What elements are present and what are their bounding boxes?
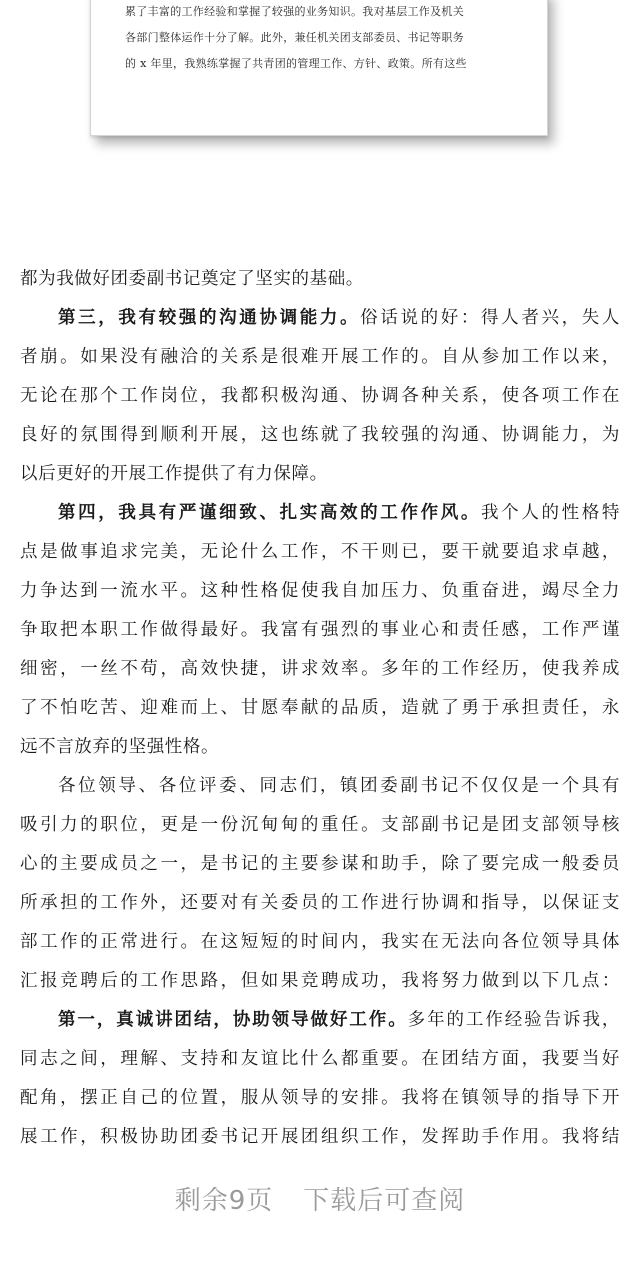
paragraph-line: 展工作，积极协助团委书记开展团组织工作，发挥助手作用。我将结 — [20, 1127, 620, 1147]
download-to-view-banner[interactable] — [0, 1180, 640, 1217]
paragraph-line: 者崩。如果没有融洽的关系是很难开展工作的。自从参加工作以来， — [20, 347, 620, 367]
paragraph-line: 吸引力的职位，更是一份沉甸甸的重任。支部副书记是团支部领导核 — [20, 815, 620, 835]
preview-text — [125, 0, 515, 77]
page-preview-card — [90, 0, 548, 136]
paragraph-first-line — [20, 1001, 620, 1040]
paragraph-heading: 第一，真诚讲团结，协助领导做好工作。 — [58, 1010, 408, 1030]
paragraph-line: 了不怕吃苦、迎难而上、甘愿奉献的品质，造就了勇于承担责任，永 — [20, 698, 620, 718]
preview-line: 的 x 年里，我熟练掌握了共青团的管理工作、方针、政策。所有这些 — [125, 57, 467, 70]
paragraph-text: 多年的工作经验告诉我， — [407, 1010, 620, 1030]
paragraph-line: 所承担的工作外，还要对有关委员的工作进行协调和指导，以保证支 — [20, 893, 620, 913]
paragraph-line: 部工作的正常进行。在这短短的时间内，我实在无法向各位领导具体 — [20, 932, 620, 952]
paragraph-line: 都为我做好团委副书记奠定了坚实的基础。 — [20, 269, 364, 289]
paragraph-line: 争取把本职工作做得最好。我富有强烈的事业心和责任感，工作严谨 — [20, 620, 620, 640]
paragraph-line: 无论在那个工作岗位，我都积极沟通、协调各种关系，使各项工作在 — [20, 386, 620, 406]
remaining-pages-label: 剩余9页 — [174, 1186, 274, 1216]
paragraph-heading: 第四，我具有严谨细致、扎实高效的工作作风。 — [58, 503, 482, 523]
paragraph-line: 同志之间，理解、支持和友谊比什么都重要。在团结方面，我要当好 — [20, 1049, 620, 1069]
paragraph-text: 我个人的性格特 — [481, 503, 620, 523]
document-body — [20, 260, 620, 1157]
paragraph-first-line — [20, 299, 620, 338]
paragraph-line: 点是做事追求完美，无论什么工作，不干则已，要干就要追求卓越， — [20, 542, 620, 562]
paragraph-line: 心的主要成员之一，是书记的主要参谋和助手，除了要完成一般委员 — [20, 854, 620, 874]
paragraph-line: 配角，摆正自己的位置，服从领导的安排。我将在镇领导的指导下开 — [20, 1088, 620, 1108]
download-prompt-label: 下载后可查阅 — [303, 1186, 466, 1216]
paragraph-first-line: 各位领导、各位评委、同志们，镇团委副书记不仅仅是一个具有 — [58, 776, 620, 796]
paragraph-line: 良好的氛围得到顺利开展，这也练就了我较强的沟通、协调能力，为 — [20, 425, 620, 445]
paragraph-line: 汇报竞聘后的工作思路，但如果竞聘成功，我将努力做到以下几点： — [20, 971, 620, 991]
paragraph-heading: 第三，我有较强的沟通协调能力。 — [58, 308, 361, 328]
paragraph-line: 力争达到一流水平。这种性格促使我自加压力、负重奋进，竭尽全力 — [20, 581, 620, 601]
paragraph-first-line — [20, 494, 620, 533]
paragraph-line: 细密，一丝不苟，高效快捷，讲求效率。多年的工作经历，使我养成 — [20, 659, 620, 679]
paragraph-line: 以后更好的开展工作提供了有力保障。 — [20, 464, 328, 484]
preview-line: 各部门整体运作十分了解。此外，兼任机关团支部委员、书记等职务 — [125, 31, 464, 44]
paragraph-line: 远不言放弃的坚强性格。 — [20, 737, 220, 757]
paragraph-text: 俗话说的好：得人者兴，失人 — [360, 308, 620, 328]
preview-line: 累了丰富的工作经验和掌握了较强的业务知识。我对基层工作及机关 — [125, 5, 464, 18]
